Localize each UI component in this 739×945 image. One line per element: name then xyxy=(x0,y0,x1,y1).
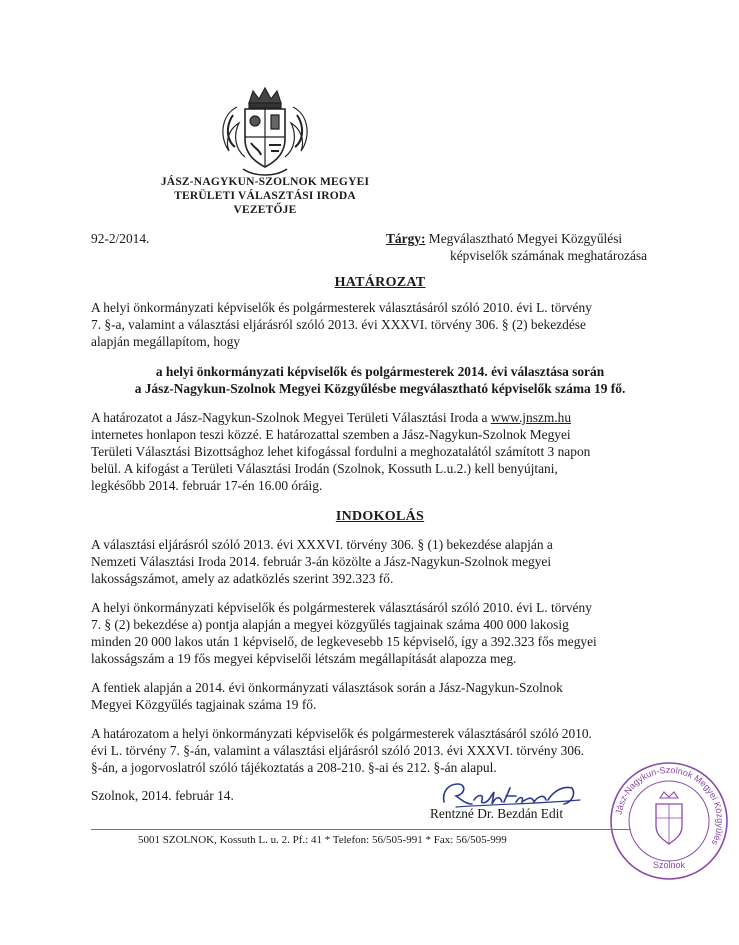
reason-line: Megyei Közgyűlés tagjainak száma 19 fő. xyxy=(91,697,317,712)
reasons-title: INDOKOLÁS xyxy=(335,509,425,524)
decision-line: a helyi önkormányzati képviselők és polgármesterek 2014. évi választása során xyxy=(155,364,605,379)
reason-paragraph-2 xyxy=(91,599,669,667)
publication-line: belül. A kifogást a Területi Választási Irodán (Szolnok, Kossuth L.u.2.) kell benyújtani, xyxy=(91,461,558,476)
reason-line: §-án, a jogorvoslatról szóló tájékoztatás a 208-210. §-ai és 212. §-án alapul. xyxy=(91,760,497,775)
signer-name: Rentzné Dr. Bezdán Edit xyxy=(430,806,564,821)
footer-contact: 5001 SZOLNOK, Kossuth L. u. 2. Pf.: 41 * Telefon: 56/505-991 * Fax: 56/505-999 xyxy=(138,834,507,846)
decision-line: a Jász-Nagykun-Szolnok Megyei Közgyűlésbe megválasztható képviselők száma 19 fő. xyxy=(134,381,626,396)
footer-divider xyxy=(91,829,631,830)
reason-line: évi L. törvény 7. §-án, valamint a választási eljárásról szóló 2013. évi XXXVI. törvény 306. xyxy=(91,743,585,758)
intro-line: A helyi önkormányzati képviselők és polgármesterek választásáról szóló 2010. évi L. törvény xyxy=(91,300,592,315)
office-name-line-3: VEZETŐJE xyxy=(233,204,297,216)
intro-line: 7. §-a, valamint a választási eljárásról szóló 2013. évi XXXVI. törvény 306. § (2) bekezdése xyxy=(91,317,586,332)
reason-line: 7. § (2) bekezdése a) pontja alapján a megyei közgyűlés tagjainak száma 400 000 lakosig xyxy=(91,617,569,632)
official-stamp-icon xyxy=(608,760,730,882)
publication-line: internetes honlapon teszi közzé. E határozattal szemben a Jász-Nagykun-Szolnok Megyei xyxy=(91,427,571,442)
subject-label: Tárgy: xyxy=(386,231,426,246)
subject-line-1: Megválasztható Megyei Közgyűlési xyxy=(428,231,623,246)
office-name-line-2: TERÜLETI VÁLASZTÁSI IRODA xyxy=(174,190,356,202)
publication-line xyxy=(91,409,669,426)
reason-line: A határozatom a helyi önkormányzati képviselők és polgármesterek választásáról szóló 2010. xyxy=(91,726,592,741)
handwritten-signature-icon xyxy=(436,774,586,810)
reason-line: A helyi önkormányzati képviselők és polgármesterek választásáról szóló 2010. évi L. törvény xyxy=(91,600,592,615)
decision-statement xyxy=(91,363,669,397)
subject-block xyxy=(386,231,676,247)
stamp-ring-text: Jász-Nagykun-Szolnok Megyei Közgyűlés xyxy=(613,764,726,847)
publication-paragraph xyxy=(91,409,669,494)
decision-title: HATÁROZAT xyxy=(334,275,426,290)
reason-line: A fentiek alapján a 2014. évi önkormányzati választások során a Jász-Nagykun-Szolnok xyxy=(91,680,563,695)
publication-text: A határozatot a Jász-Nagykun-Szolnok Megyei Területi Választási Iroda a xyxy=(91,410,491,425)
intro-paragraph xyxy=(91,299,669,350)
website-link[interactable]: www.jnszm.hu xyxy=(490,410,572,425)
reason-paragraph-1 xyxy=(91,536,669,587)
reason-paragraph-4 xyxy=(91,725,669,776)
reason-line: lakosságszámot, amely az adatközlés szerint 392.323 fő. xyxy=(91,571,394,586)
intro-line: alapján megállapítom, hogy xyxy=(91,334,241,349)
reason-line: A választási eljárásról szóló 2013. évi XXXVI. törvény 306. § (1) bekezdése alapján a xyxy=(91,537,553,552)
office-name-line-1: JÁSZ-NAGYKUN-SZOLNOK MEGYEI xyxy=(160,176,370,188)
subject-line-2: képviselők számának meghatározása xyxy=(450,248,648,263)
stamp-bottom-text: Szolnok xyxy=(652,860,686,870)
publication-line: Területi Választási Bizottsághoz lehet kifogással fordulni a meghozatalától számított 3 napon xyxy=(91,444,591,459)
publication-line: legkésőbb 2014. február 17-én 16.00 óráig. xyxy=(91,478,323,493)
reference-number: 92-2/2014. xyxy=(91,231,150,246)
county-coat-of-arms-icon xyxy=(215,85,315,181)
reason-paragraph-3 xyxy=(91,679,669,713)
reason-line: minden 20 000 lakos után 1 képviselő, de legkevesebb 15 képviselő, így a 392.323 fős megyei xyxy=(91,634,597,649)
place-and-date: Szolnok, 2014. február 14. xyxy=(91,788,234,803)
reason-line: Nemzeti Választási Iroda 2014. február 3-án közölte a Jász-Nagykun-Szolnok megyei xyxy=(91,554,552,569)
reason-line: lakosságszám a 19 fős megyei képviselői létszám megállapítását alapozza meg. xyxy=(91,651,517,666)
